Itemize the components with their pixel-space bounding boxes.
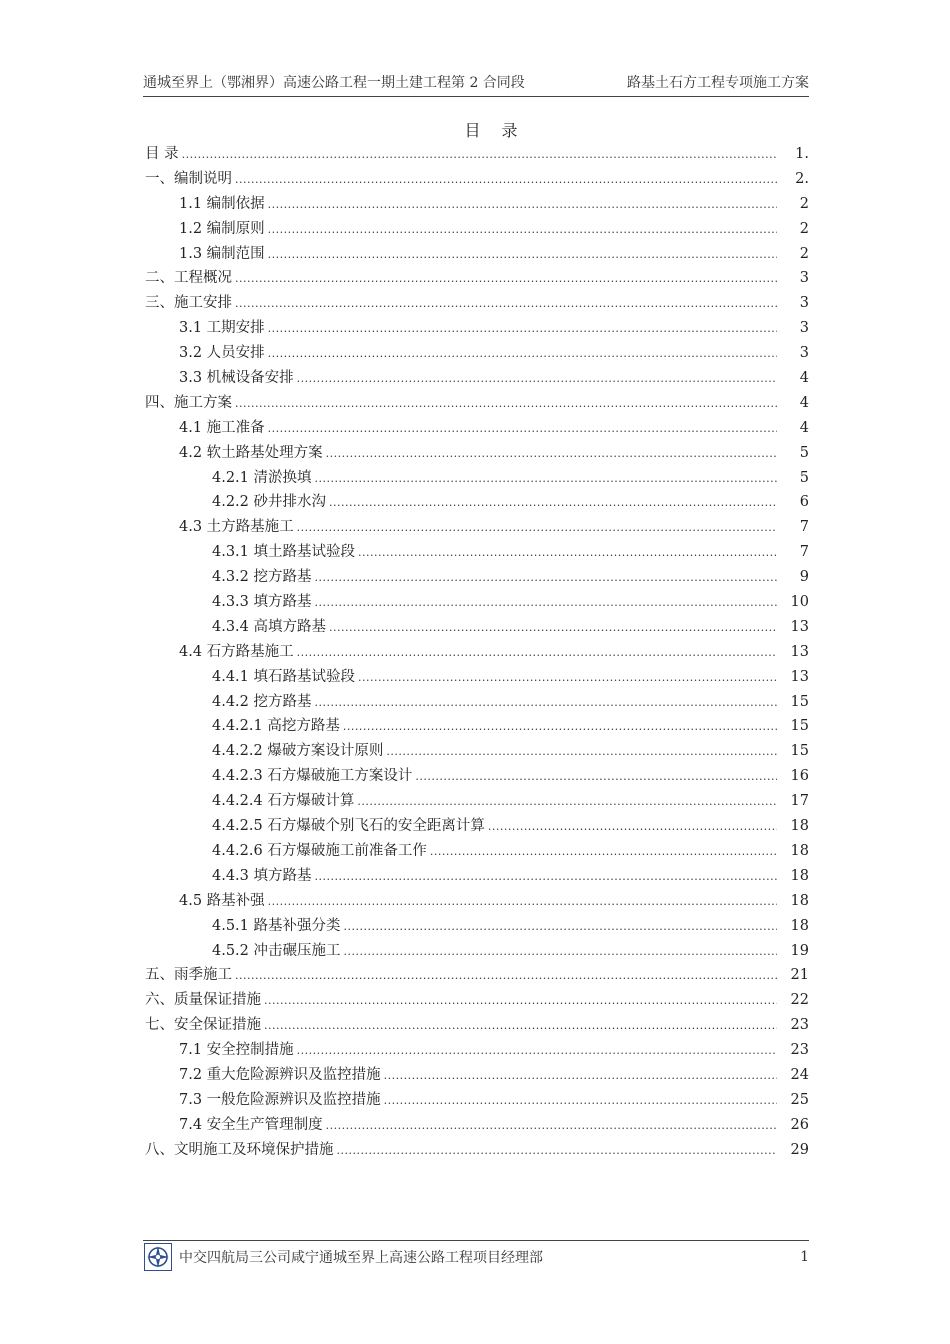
toc-entry-page: 15	[790, 743, 809, 760]
table-of-contents	[145, 142, 809, 1163]
toc-entry-label: 4.4.2.6 石方爆破施工前准备工作	[212, 842, 427, 859]
toc-entry-page: 3	[799, 320, 809, 337]
toc-entry-label: 4.4.2.5 石方爆破个别飞石的安全距离计算	[212, 818, 485, 835]
toc-entry-page: 2.	[795, 170, 809, 187]
toc-entry-label: 4.5 路基补强	[179, 892, 265, 909]
toc-entry-label: 4.4.2.4 石方爆破计算	[212, 793, 355, 810]
footer-company-name: 中交四航局三公司咸宁通城至界上高速公路工程项目经理部	[179, 1250, 543, 1266]
toc-entry-label: 4.4.2 挖方路基	[212, 693, 312, 710]
toc-entry-page: 5	[799, 444, 809, 461]
toc-dot-leader	[268, 193, 777, 218]
toc-entry-page: 7	[799, 544, 809, 561]
toc-entry[interactable]	[145, 914, 809, 939]
toc-entry-label: 1.1 编制依据	[179, 195, 265, 212]
toc-entry[interactable]	[145, 665, 809, 690]
toc-entry[interactable]	[145, 1013, 809, 1038]
toc-dot-leader	[344, 915, 777, 940]
toc-entry[interactable]	[145, 1038, 809, 1063]
toc-entry[interactable]	[145, 690, 809, 715]
toc-entry-label: 四、施工方案	[145, 394, 232, 411]
toc-dot-leader	[264, 989, 777, 1014]
toc-dot-leader	[326, 442, 777, 467]
toc-entry-label: 1.2 编制原则	[179, 220, 265, 237]
toc-dot-leader	[384, 1064, 777, 1089]
footer-page-number: 1	[800, 1249, 809, 1265]
header-divider	[143, 96, 809, 97]
toc-dot-leader	[315, 865, 777, 890]
toc-entry-page: 18	[790, 892, 809, 909]
toc-entry-label: 3.2 人员安排	[179, 345, 265, 362]
toc-dot-leader	[430, 840, 777, 865]
toc-entry-label: 三、施工安排	[145, 295, 232, 312]
toc-entry[interactable]	[145, 441, 809, 466]
toc-entry-page: 18	[790, 867, 809, 884]
toc-dot-leader	[235, 267, 777, 292]
toc-entry-label: 4.4.2.2 爆破方案设计原则	[212, 743, 384, 760]
toc-entry[interactable]	[145, 939, 809, 964]
toc-entry-page: 13	[790, 643, 809, 660]
toc-entry[interactable]	[145, 490, 809, 515]
toc-entry-label: 4.4.3 填方路基	[212, 867, 312, 884]
toc-entry[interactable]	[145, 1113, 809, 1138]
toc-dot-leader	[268, 890, 777, 915]
toc-entry-page: 21	[790, 967, 809, 984]
toc-entry[interactable]	[145, 963, 809, 988]
toc-dot-leader	[344, 940, 777, 965]
toc-dot-leader	[343, 715, 777, 740]
toc-entry-label: 4.3.3 填方路基	[212, 594, 312, 611]
toc-dot-leader	[297, 641, 777, 666]
toc-entry-page: 2	[799, 195, 809, 212]
toc-dot-leader	[357, 790, 777, 815]
toc-dot-leader	[315, 467, 777, 492]
toc-entry-label: 4.4.2.3 石方爆破施工方案设计	[212, 768, 413, 785]
toc-dot-leader	[264, 1014, 777, 1039]
toc-entry-label: 1.3 编制范围	[179, 245, 265, 262]
toc-entry-page: 2	[799, 220, 809, 237]
toc-entry[interactable]	[145, 540, 809, 565]
toc-dot-leader	[182, 143, 777, 168]
toc-entry-label: 4.3.4 高填方路基	[212, 618, 327, 635]
toc-entry-label: 7.2 重大危险源辨识及监控措施	[179, 1066, 381, 1083]
toc-entry-label: 4.2 软土路基处理方案	[179, 444, 323, 461]
toc-entry-label: 4.4.1 填石路基试验段	[212, 668, 356, 685]
toc-entry-label: 3.3 机械设备安排	[179, 370, 294, 387]
toc-entry-page: 7	[799, 519, 809, 536]
toc-entry-label: 七、安全保证措施	[145, 1017, 261, 1034]
toc-entry-page: 25	[790, 1091, 809, 1108]
toc-entry-label: 3.1 工期安排	[179, 320, 265, 337]
toc-entry-page: 13	[790, 618, 809, 635]
toc-entry[interactable]	[145, 615, 809, 640]
toc-entry[interactable]	[145, 341, 809, 366]
toc-entry[interactable]	[145, 167, 809, 192]
toc-dot-leader	[358, 541, 777, 566]
toc-entry-page: 10	[790, 594, 809, 611]
toc-dot-leader	[235, 292, 777, 317]
toc-entry[interactable]	[145, 266, 809, 291]
toc-dot-leader	[297, 516, 777, 541]
toc-entry[interactable]	[145, 391, 809, 416]
toc-entry-page: 17	[790, 793, 809, 810]
toc-entry-page: 9	[799, 569, 809, 586]
toc-dot-leader	[268, 417, 777, 442]
toc-entry[interactable]	[145, 864, 809, 889]
toc-entry-page: 29	[790, 1141, 809, 1158]
toc-entry-page: 4	[799, 370, 809, 387]
toc-entry-page: 23	[790, 1017, 809, 1034]
toc-entry-page: 4	[799, 394, 809, 411]
toc-entry[interactable]	[145, 1088, 809, 1113]
toc-entry[interactable]	[145, 142, 809, 167]
toc-entry[interactable]	[145, 291, 809, 316]
toc-entry-page: 13	[790, 668, 809, 685]
toc-entry[interactable]	[145, 1063, 809, 1088]
toc-entry[interactable]	[145, 764, 809, 789]
toc-dot-leader	[337, 1139, 778, 1164]
toc-dot-leader	[488, 815, 777, 840]
toc-entry-page: 18	[790, 917, 809, 934]
toc-entry-label: 八、文明施工及环境保护措施	[145, 1141, 334, 1158]
toc-entry-page: 15	[790, 693, 809, 710]
toc-entry-page: 18	[790, 818, 809, 835]
toc-entry-label: 4.2.2 砂井排水沟	[212, 494, 327, 511]
toc-entry[interactable]	[145, 192, 809, 217]
toc-dot-leader	[326, 1114, 777, 1139]
toc-entry[interactable]	[145, 714, 809, 739]
toc-entry[interactable]	[145, 515, 809, 540]
toc-entry[interactable]	[145, 889, 809, 914]
toc-dot-leader	[297, 1039, 777, 1064]
toc-entry[interactable]	[145, 416, 809, 441]
toc-dot-leader	[268, 317, 777, 342]
toc-entry[interactable]	[145, 814, 809, 839]
header-right-title: 路基土石方工程专项施工方案	[627, 75, 809, 91]
toc-entry-page: 6	[799, 494, 809, 511]
toc-entry-label: 二、工程概况	[145, 270, 232, 287]
toc-entry-label: 4.5.2 冲击碾压施工	[212, 942, 341, 959]
toc-entry-label: 六、质量保证措施	[145, 992, 261, 1009]
toc-dot-leader	[297, 367, 777, 392]
toc-dot-leader	[315, 566, 777, 591]
toc-entry-page: 26	[790, 1116, 809, 1133]
toc-entry-label: 4.3.1 填土路基试验段	[212, 544, 356, 561]
toc-entry-label: 五、雨季施工	[145, 967, 232, 984]
header-left-title: 通城至界上（鄂湘界）高速公路工程一期土建工程第 2 合同段	[143, 75, 525, 91]
toc-dot-leader	[315, 691, 777, 716]
toc-entry-label: 4.4 石方路基施工	[179, 643, 294, 660]
toc-entry-page: 5	[799, 469, 809, 486]
page-footer	[143, 1242, 809, 1272]
toc-entry-label: 4.2.1 清淤换填	[212, 469, 312, 486]
toc-entry[interactable]	[145, 217, 809, 242]
toc-entry-label: 7.3 一般危险源辨识及监控措施	[179, 1091, 381, 1108]
toc-entry-page: 3	[799, 295, 809, 312]
toc-entry[interactable]	[145, 366, 809, 391]
toc-dot-leader	[384, 1089, 777, 1114]
toc-entry-label: 7.4 安全生产管理制度	[179, 1116, 323, 1133]
toc-entry-label: 7.1 安全控制措施	[179, 1042, 294, 1059]
company-logo-icon	[143, 1242, 173, 1272]
toc-title: 目 录	[464, 121, 526, 140]
toc-entry-page: 16	[790, 768, 809, 785]
toc-dot-leader	[358, 666, 777, 691]
toc-dot-leader	[415, 765, 777, 790]
toc-entry[interactable]	[145, 242, 809, 267]
toc-entry-page: 3	[799, 270, 809, 287]
toc-entry-page: 19	[790, 942, 809, 959]
toc-entry-page: 23	[790, 1042, 809, 1059]
toc-entry[interactable]	[145, 466, 809, 491]
toc-entry-label: 目 录	[145, 146, 179, 162]
toc-dot-leader	[329, 616, 777, 641]
toc-entry[interactable]	[145, 1138, 809, 1163]
toc-entry-page: 2	[799, 245, 809, 262]
toc-dot-leader	[235, 392, 777, 417]
toc-entry-label: 一、编制说明	[145, 170, 232, 187]
toc-entry-label: 4.3.2 挖方路基	[212, 569, 312, 586]
toc-entry-page: 15	[790, 718, 809, 735]
toc-entry-page: 24	[790, 1066, 809, 1083]
page-header	[143, 72, 809, 92]
toc-dot-leader	[386, 740, 777, 765]
toc-entry-label: 4.1 施工准备	[179, 419, 265, 436]
toc-entry-page: 3	[799, 345, 809, 362]
toc-entry-label: 4.5.1 路基补强分类	[212, 917, 341, 934]
toc-dot-leader	[235, 964, 777, 989]
toc-entry[interactable]	[145, 640, 809, 665]
toc-dot-leader	[235, 168, 777, 193]
toc-entry[interactable]	[145, 739, 809, 764]
toc-entry-page: 1.	[795, 146, 809, 162]
toc-dot-leader	[315, 591, 777, 616]
toc-entry-page: 4	[799, 419, 809, 436]
toc-entry[interactable]	[145, 839, 809, 864]
toc-dot-leader	[329, 491, 777, 516]
toc-dot-leader	[268, 243, 777, 268]
toc-dot-leader	[268, 218, 777, 243]
toc-entry-label: 4.3 土方路基施工	[179, 519, 294, 536]
footer-divider	[143, 1240, 809, 1241]
toc-entry-page: 18	[790, 842, 809, 859]
toc-entry[interactable]	[145, 988, 809, 1013]
toc-dot-leader	[268, 342, 777, 367]
toc-entry-label: 4.4.2.1 高挖方路基	[212, 718, 340, 735]
toc-entry-page: 22	[790, 992, 809, 1009]
toc-entry[interactable]	[145, 316, 809, 341]
toc-entry[interactable]	[145, 565, 809, 590]
toc-entry[interactable]	[145, 789, 809, 814]
toc-entry[interactable]	[145, 590, 809, 615]
